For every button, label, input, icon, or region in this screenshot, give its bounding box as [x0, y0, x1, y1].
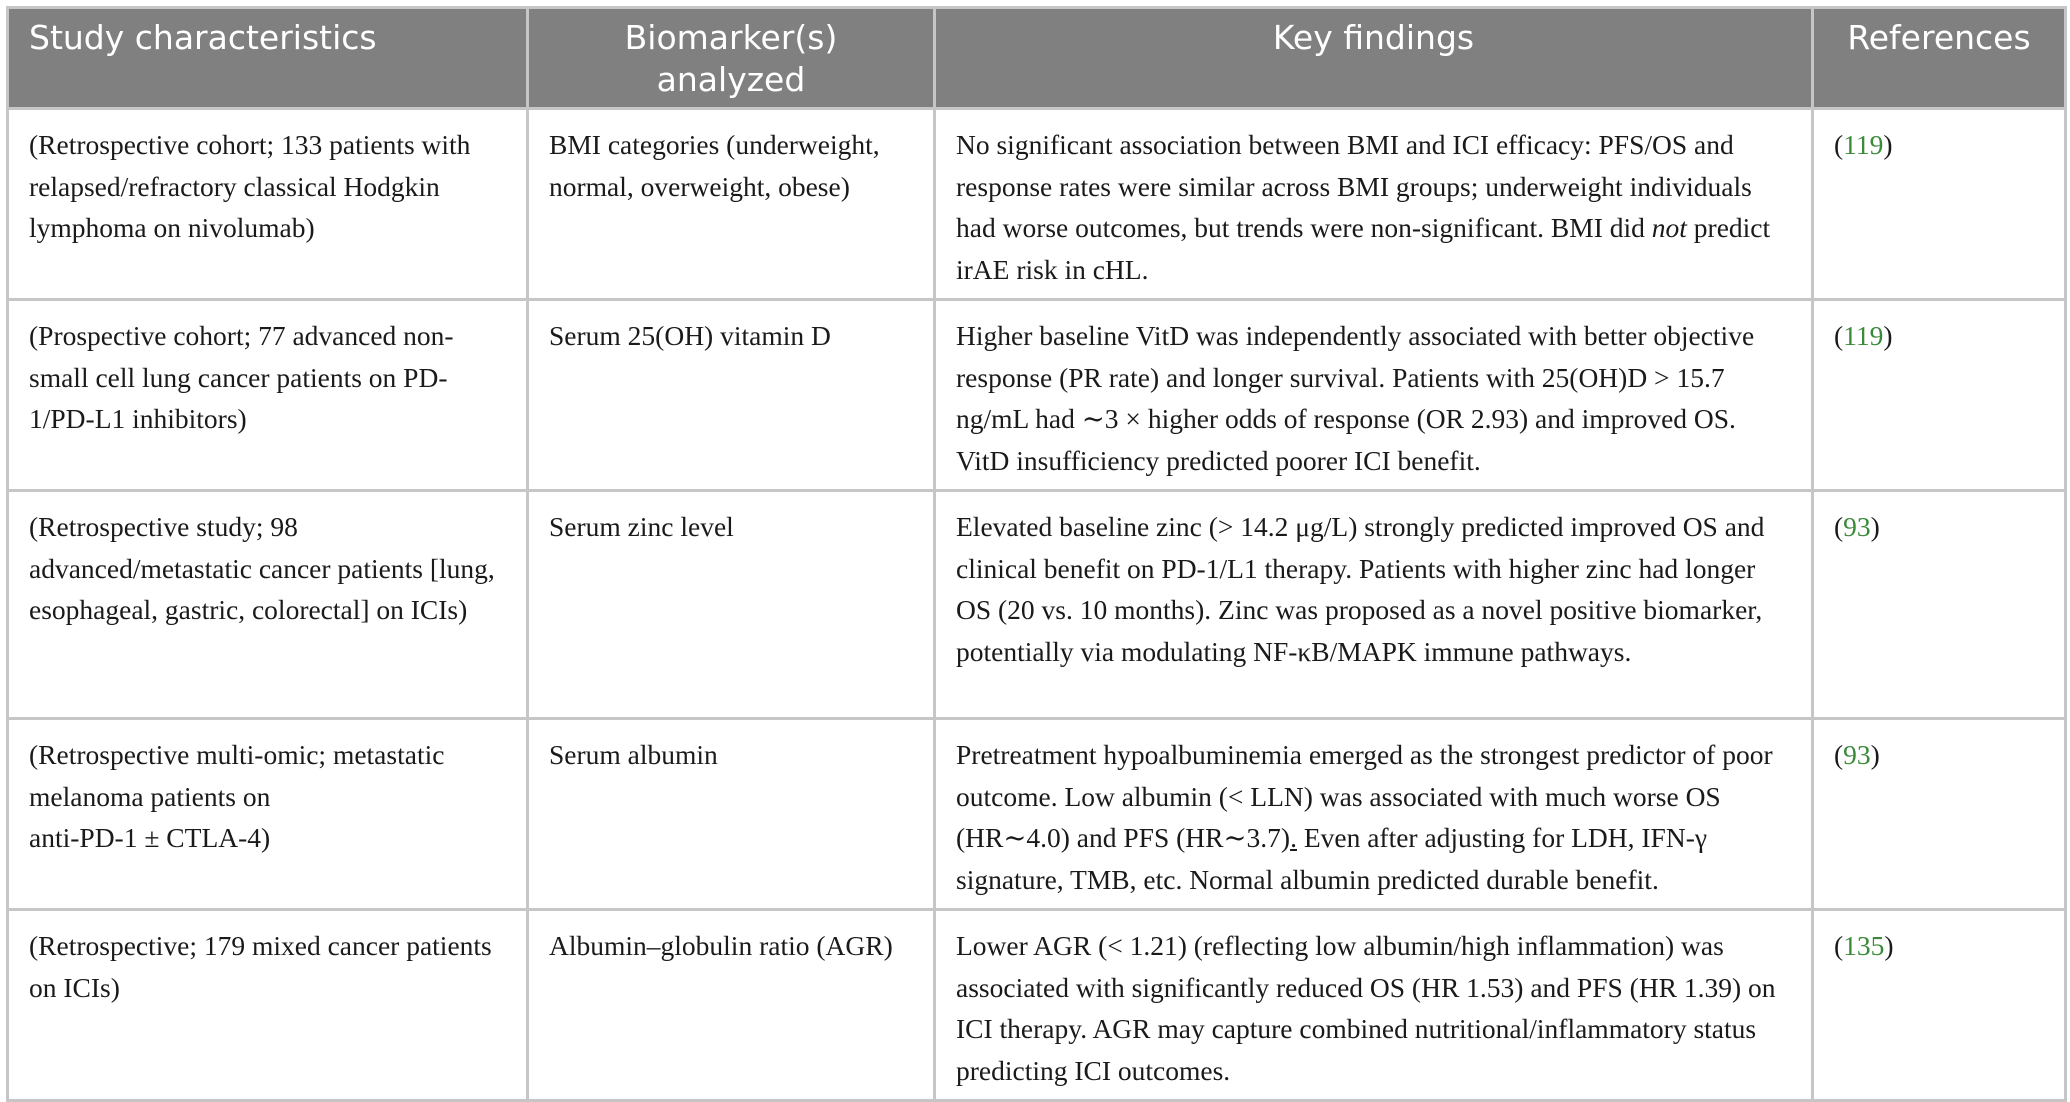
header-key-findings: Key findings — [935, 8, 1813, 109]
biomarker-cell: Albumin–globulin ratio (AGR) — [528, 910, 935, 1101]
findings-underlined-period: . — [1290, 822, 1297, 853]
reference-cell: (93) — [1813, 719, 2066, 910]
reference-cell: (135) — [1813, 910, 2066, 1101]
study-cell: (Retrospective cohort; 133 patients with relapsed/refractory classical Hodgkin lymphoma on nivolumab) — [8, 109, 528, 300]
table-header — [8, 8, 2066, 109]
reference-link[interactable]: 93 — [1843, 739, 1871, 770]
findings-cell: Lower AGR (< 1.21) (reflecting low albumin/high inflammation) was associated with significantly reduced OS (HR 1.53) and PFS (HR 1.39) on ICI therapy. AGR may capture combined nutritional/inflammatory status predicting ICI outcomes. — [935, 910, 1813, 1101]
reference-cell: (93) — [1813, 491, 2066, 719]
table-row — [8, 300, 2066, 491]
reference-link[interactable]: 93 — [1843, 511, 1871, 542]
header-biomarkers: Biomarker(s) analyzed — [528, 8, 935, 109]
reference-link[interactable]: 135 — [1843, 930, 1885, 961]
biomarker-cell: Serum zinc level — [528, 491, 935, 719]
findings-cell — [935, 109, 1813, 300]
findings-text: No significant association between BMI and ICI efficacy: PFS/OS and response rates were similar across BMI groups; underweight individuals had worse outcomes, but trends were non-significant. BMI did — [956, 129, 1752, 243]
study-cell: (Retrospective; 179 mixed cancer patients on ICIs) — [8, 910, 528, 1101]
study-cell — [8, 719, 528, 910]
table-body — [8, 109, 2066, 1101]
biomarker-cell: Serum 25(OH) vitamin D — [528, 300, 935, 491]
reference-link[interactable]: 119 — [1843, 320, 1884, 351]
findings-cell: Higher baseline VitD was independently associated with better objective response (PR rate) and longer survival. Patients with 25(OH)D > 15.7 ng/mL had ∼3 × higher odds of response (OR 2.93) and improved OS. VitD insufficiency predicted poorer ICI benefit. — [935, 300, 1813, 491]
findings-text: Even after adjusting for LDH, IFN-γ signature, TMB, etc. Normal albumin predicted durable benefit. — [956, 822, 1707, 895]
biomarker-cell: BMI categories (underweight, normal, overweight, obese) — [528, 109, 935, 300]
reference-cell: (119) — [1813, 300, 2066, 491]
findings-text: Pretreatment hypoalbuminemia emerged as the strongest predictor of poor outcome. Low albumin (< LLN) was associated with much worse OS (HR∼4.0) and PFS (HR∼3.7) — [956, 739, 1773, 853]
table-row — [8, 491, 2066, 719]
study-cell: (Prospective cohort; 77 advanced non-small cell lung cancer patients on PD-1/PD-L1 inhibitors) — [8, 300, 528, 491]
study-cell: (Retrospective study; 98 advanced/metastatic cancer patients [lung, esophageal, gastric, colorectal] on ICIs) — [8, 491, 528, 719]
header-study-characteristics: Study characteristics — [8, 8, 528, 109]
reference-cell: (119) — [1813, 109, 2066, 300]
table-row — [8, 719, 2066, 910]
study-text: anti-PD-1 ± CTLA-4) — [29, 822, 271, 853]
findings-italic-text: not — [1651, 212, 1687, 243]
header-row — [8, 8, 2066, 109]
header-references: References — [1813, 8, 2066, 109]
findings-text: predict irAE risk in cHL. — [956, 212, 1771, 285]
evidence-table — [6, 6, 2067, 1102]
findings-cell: Elevated baseline zinc (> 14.2 μg/L) strongly predicted improved OS and clinical benefit on PD-1/L1 therapy. Patients with higher zinc had longer OS (20 vs. 10 months). Zinc was proposed as a novel positive biomarker, potentially via modulating NF-κB/MAPK immune pathways. — [935, 491, 1813, 719]
table-row — [8, 910, 2066, 1101]
biomarker-cell: Serum albumin — [528, 719, 935, 910]
reference-link[interactable]: 119 — [1843, 129, 1884, 160]
findings-cell — [935, 719, 1813, 910]
table-row — [8, 109, 2066, 300]
study-text: (Retrospective multi-omic; metastatic melanoma patients on — [29, 739, 445, 812]
